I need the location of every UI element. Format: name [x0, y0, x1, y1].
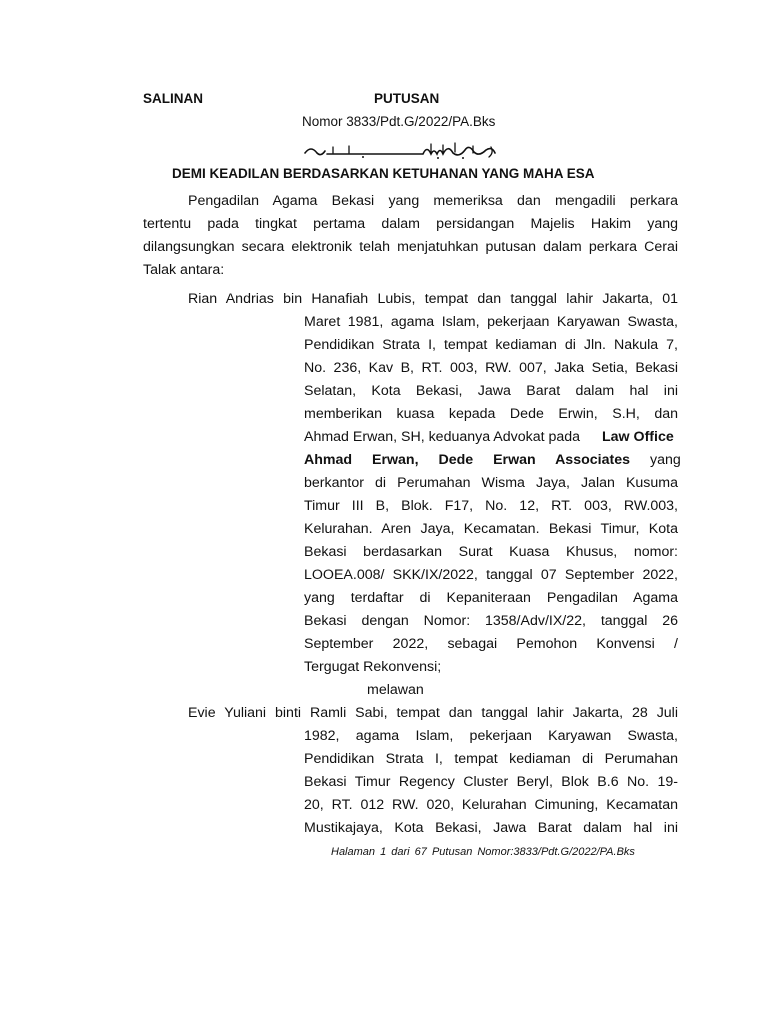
salinan-label: SALINAN	[143, 91, 203, 106]
party2-line: Mustikajaya, Kota Bekasi, Jawa Barat dalam hal ini	[304, 820, 678, 836]
law-office-label: Law Office	[602, 429, 674, 445]
party2-first-line: Evie Yuliani binti Ramli Sabi, tempat dan tanggal lahir Jakarta, 28 Juli	[188, 705, 678, 721]
melawan-label: melawan	[367, 682, 424, 698]
putusan-title: PUTUSAN	[374, 91, 440, 106]
party1-line: LOOEA.008/ SKK/IX/2022, tanggal 07 September 2022,	[304, 567, 678, 583]
party1-line: Kelurahan. Aren Jaya, Kecamatan. Bekasi Timur, Kota	[304, 521, 678, 537]
party1-line: memberikan kuasa kepada Dede Erwin, S.H, dan	[304, 406, 678, 422]
page-footer: Halaman 1 dari 67 Putusan Nomor:3833/Pdt.G/2022/PA.Bks	[331, 846, 635, 858]
party1-line: Pendidikan Strata I, tempat kediaman di Jln. Nakula 7,	[304, 337, 678, 353]
party1-line: September 2022, sebagai Pemohon Konvensi /	[304, 636, 678, 652]
intro-line-1: Pengadilan Agama Bekasi yang memeriksa dan mengadili perkara	[188, 193, 678, 209]
party2-line: 20, RT. 012 RW. 020, Kelurahan Cimuning, Kecamatan	[304, 797, 678, 813]
party1-line: Bekasi berdasarkan Surat Kuasa Khusus, nomor:	[304, 544, 678, 560]
intro-line-2: tertentu pada tingkat pertama dalam persidangan Majelis Hakim yang	[143, 216, 678, 232]
basmalah-calligraphy	[303, 141, 499, 161]
party1-line: Maret 1981, agama Islam, pekerjaan Karyawan Swasta,	[304, 314, 678, 330]
party2-line: Bekasi Timur Regency Cluster Beryl, Blok B.6 No. 19-	[304, 774, 678, 790]
party2-line: Pendidikan Strata I, tempat kediaman di Perumahan	[304, 751, 678, 767]
party1-first-line: Rian Andrias bin Hanafiah Lubis, tempat dan tanggal lahir Jakarta, 01	[188, 291, 678, 307]
case-number: Nomor 3833/Pdt.G/2022/PA.Bks	[302, 114, 496, 129]
party1-yang: yang	[650, 452, 681, 468]
law-office-name: Ahmad Erwan, Dede Erwan Associates	[304, 452, 630, 468]
party1-line: yang terdaftar di Kepaniteraan Pengadilan Agama	[304, 590, 678, 606]
party1-line: Bekasi dengan Nomor: 1358/Adv/IX/22, tanggal 26	[304, 613, 678, 629]
intro-line-4: Talak antara:	[143, 262, 225, 278]
party1-line: Selatan, Kota Bekasi, Jawa Barat dalam hal ini	[304, 383, 678, 399]
party1-advokat-line: Ahmad Erwan, SH, keduanya Advokat pada	[304, 429, 581, 445]
party1-last-line: Tergugat Rekonvensi;	[304, 659, 442, 675]
intro-line-3: dilangsungkan secara elektronik telah menjatuhkan putusan dalam perkara Cerai	[143, 239, 678, 255]
party2-line: 1982, agama Islam, pekerjaan Karyawan Swasta,	[304, 728, 678, 744]
party1-line: berkantor di Perumahan Wisma Jaya, Jalan Kusuma	[304, 475, 678, 491]
demi-keadilan-heading: DEMI KEADILAN BERDASARKAN KETUHANAN YANG MAHA ESA	[172, 166, 595, 181]
party1-line: No. 236, Kav B, RT. 003, RW. 007, Jaka Setia, Bekasi	[304, 360, 678, 376]
party1-line: Timur III B, Blok. F17, No. 12, RT. 003, RW.003,	[304, 498, 678, 514]
